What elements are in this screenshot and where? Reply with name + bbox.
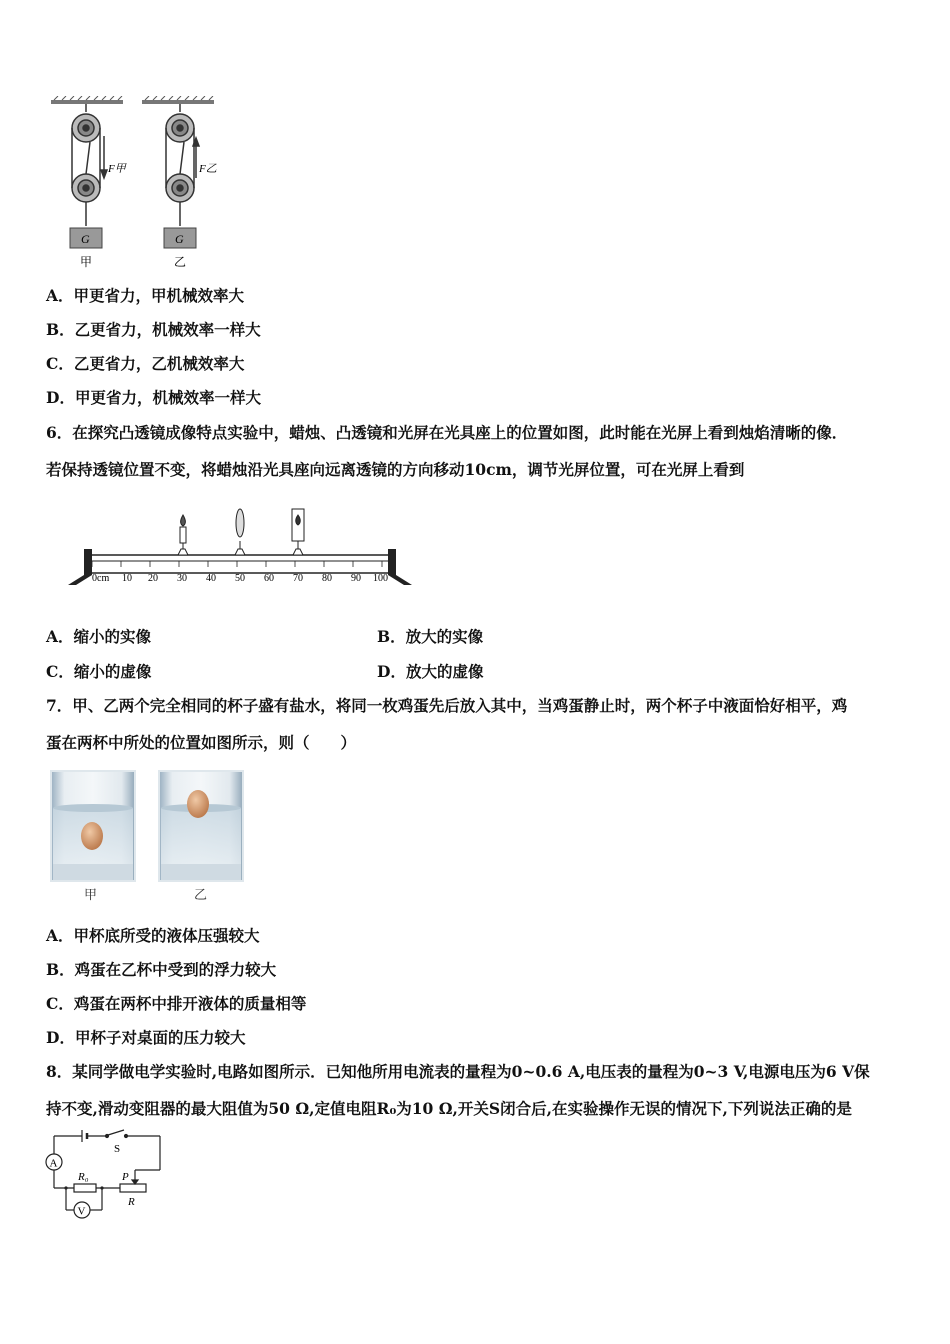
pulley-figure [46,96,226,272]
q7-option-a[interactable]: A．甲杯底所受的液体压强较大 [46,926,260,945]
fixed-resistor-label: R₀ [78,1171,89,1183]
q8-stem-line2: 持不变,滑动变阻器的最大阻值为50 Ω,定值电阻R₀为10 Ω,开关S闭合后,在实验操作无误的情况下,下列说法正确的是 [46,1099,852,1118]
q7-option-b[interactable]: B．鸡蛋在乙杯中受到的浮力较大 [46,960,277,979]
candle [178,515,188,555]
optical-bench-figure [66,505,416,590]
q7-option-d[interactable]: D．甲杯子对桌面的压力较大 [46,1028,246,1047]
bench-tick-50: 50 [235,573,245,584]
q7-stem-line1: 7．甲、乙两个完全相同的杯子盛有盐水，将同一枚鸡蛋先后放入其中，当鸡蛋静止时，两个杯子中液面恰好相平，鸡 [46,696,848,715]
bench-tick-70: 70 [293,573,303,584]
light-screen [292,509,304,555]
force-label-yi: F乙 [199,163,217,175]
switch-label: S [114,1143,121,1155]
bench-tick-40: 40 [206,573,216,584]
q6-stem-line2: 若保持透镜位置不变，将蜡烛沿光具座向远离透镜的方向移动10cm，调节光屏位置，可在光屏上看到 [46,460,745,479]
q5-option-c[interactable]: C．乙更省力，乙机械效率大 [46,354,245,373]
q7-stem-line2: 蛋在两杯中所处的位置如图所示，则（ ） [46,733,357,752]
q6-option-c[interactable]: C．缩小的虚像 [46,662,152,681]
weight-label-yi: G [175,232,184,246]
convex-lens [235,509,245,555]
ammeter-label: A [49,1157,58,1170]
bench-tick-20: 20 [148,573,158,584]
q5-option-a[interactable]: A．甲更省力，甲机械效率大 [46,286,245,305]
voltmeter-label: V [77,1205,86,1218]
q7-option-c[interactable]: C．鸡蛋在两杯中排开液体的质量相等 [46,994,307,1013]
egg-glasses-figure [48,768,248,908]
glass-jia [50,770,136,882]
glass-caption-jia: 甲 [84,888,98,903]
q6-option-a[interactable]: A．缩小的实像 [46,627,152,646]
q5-option-b[interactable]: B．乙更省力，机械效率一样大 [46,320,261,339]
q5-option-d[interactable]: D．甲更省力，机械效率一样大 [46,388,261,407]
bench-tick-10: 10 [122,573,132,584]
bench-tick-100: 100 [373,573,388,584]
bench-tick-90: 90 [351,573,361,584]
rheostat-label: R [128,1196,135,1208]
bench-tick-0: 0cm [92,573,110,584]
q6-option-d[interactable]: D．放大的虚像 [377,662,484,681]
egg-yi [187,790,209,818]
q6-option-b[interactable]: B．放大的实像 [377,627,484,646]
pulley-caption-jia: 甲 [80,255,93,269]
pulley-caption-yi: 乙 [174,255,187,269]
force-label-jia: F甲 [108,163,126,175]
glass-yi [158,770,244,882]
q8-stem-line1: 8．某同学做电学实验时,电路如图所示．已知他所用电流表的量程为0~0.6 A,电压表的量程为0~3 V,电源电压为6 V保 [46,1062,870,1081]
bench-tick-80: 80 [322,573,332,584]
weight-label-jia: G [81,232,90,246]
egg-jia [81,822,103,850]
bench-tick-60: 60 [264,573,274,584]
slider-label: P [122,1171,129,1183]
pulley-system-jia [72,104,107,226]
pulley-system-yi [166,104,199,226]
glass-caption-yi: 乙 [194,888,208,903]
q6-stem-line1: 6．在探究凸透镜成像特点实验中，蜡烛、凸透镜和光屏在光具座上的位置如图，此时能在光屏上看到烛焰清晰的像． [46,423,848,442]
bench-tick-30: 30 [177,573,187,584]
circuit-diagram [40,1128,170,1222]
